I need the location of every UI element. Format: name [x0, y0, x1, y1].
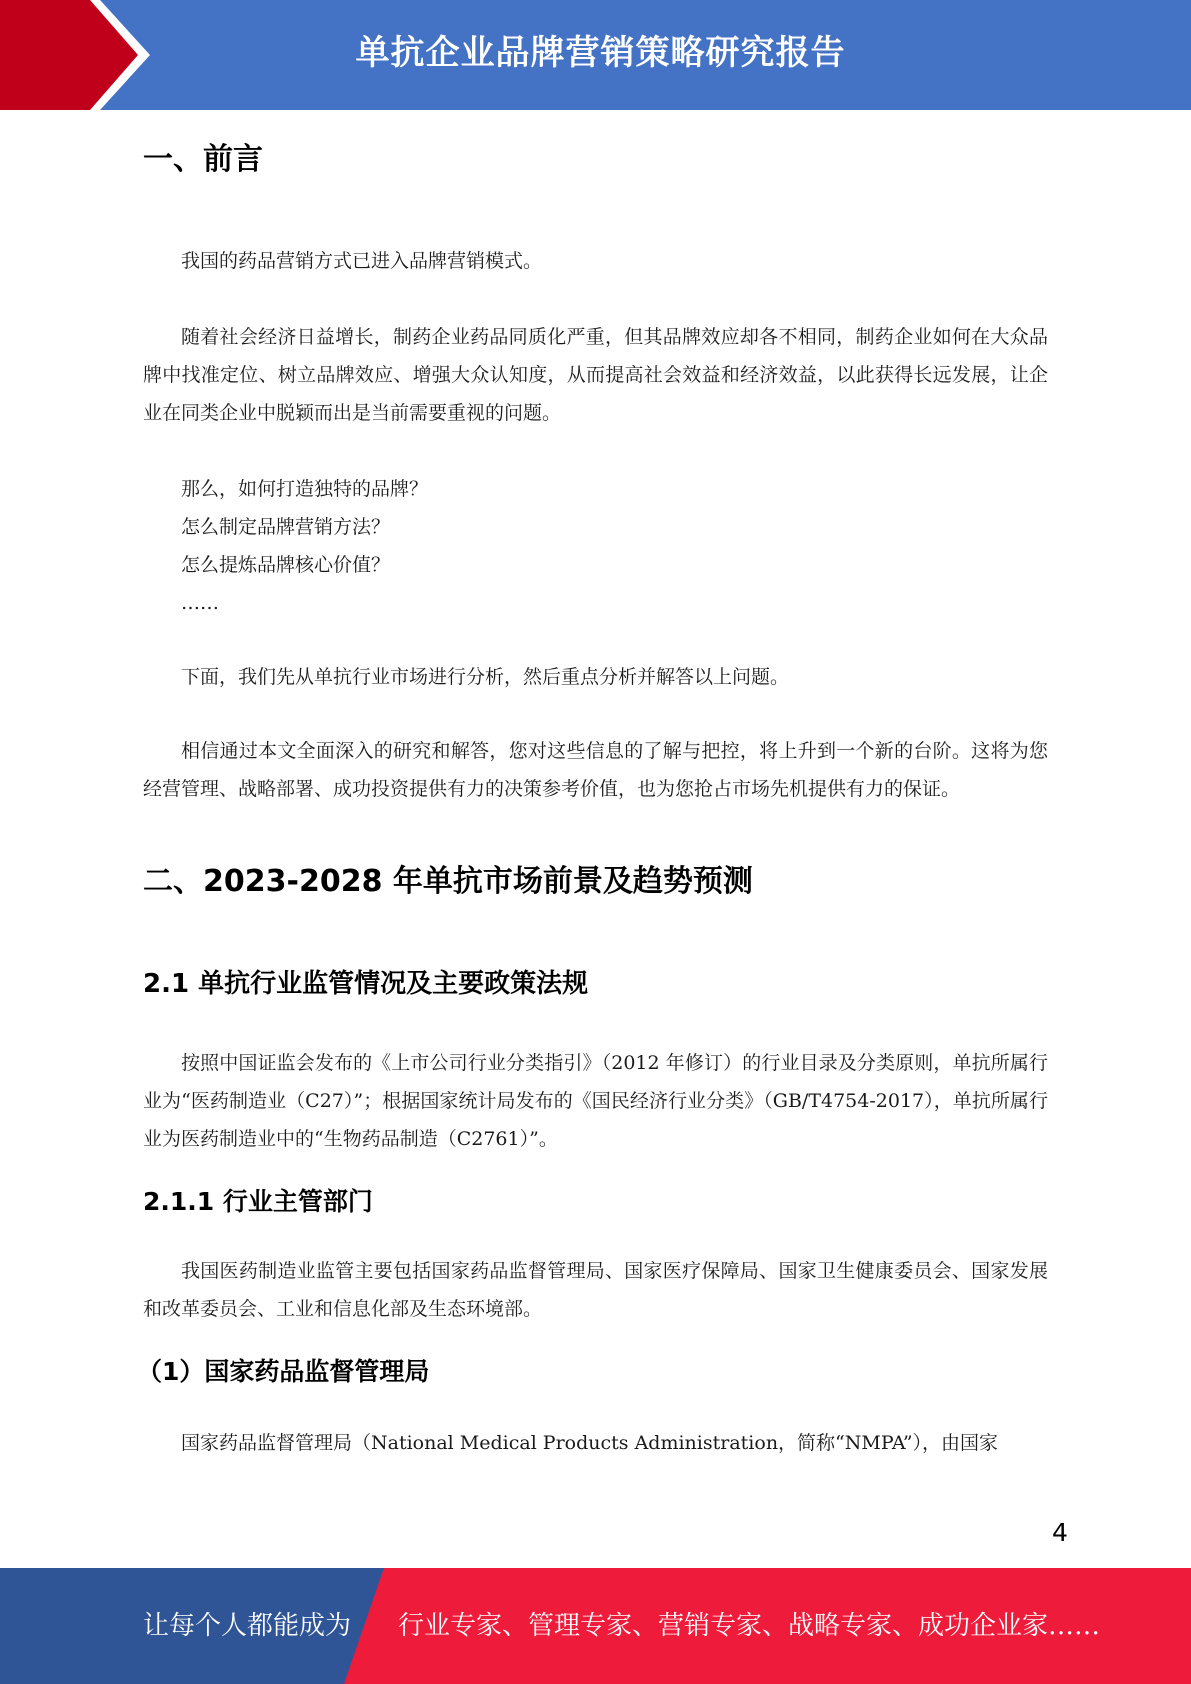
footer-banner — [0, 1568, 1191, 1684]
question-line: 那么，如何打造独特的品牌？ — [181, 478, 429, 500]
footer-slogan-left: 让每个人都能成为 — [143, 1611, 352, 1641]
item-heading-nmpa: （1）国家药品监督管理局 — [137, 1357, 430, 1386]
paragraph: 国家药品监督管理局（National Medical Products Administration，简称“NMPA”），由国家 — [181, 1432, 999, 1454]
document-body — [137, 130, 1048, 1462]
page-number: 4 — [1052, 1518, 1068, 1547]
header-banner — [0, 0, 1191, 110]
paragraph: 随着社会经济日益增长，制药企业药品同质化严重，但其品牌效应却各不相同，制药企业如何在大众品牌中找准定位、树立品牌效应、增强大众认知度，从而提高社会效益和经济效益，以此获得长远发展，让企业在同类企业中脱颖而出是当前需要重视的问题。 — [143, 326, 1048, 424]
section-heading-intro: 一、前言 — [143, 142, 263, 177]
footer-slogan-right: 行业专家、管理专家、营销专家、战略专家、成功企业家…… — [398, 1611, 1101, 1641]
ellipsis-line: …… — [181, 592, 219, 614]
question-line: 怎么提炼品牌核心价值？ — [181, 554, 391, 576]
question-line: 怎么制定品牌营销方法？ — [181, 516, 391, 538]
subsection-heading-regulation: 2.1 单抗行业监管情况及主要政策法规 — [143, 969, 589, 999]
paragraph: 下面，我们先从单抗行业市场进行分析，然后重点分析并解答以上问题。 — [181, 666, 790, 688]
section-heading-forecast: 二、2023-2028 年单抗市场前景及趋势预测 — [143, 864, 753, 899]
report-title: 单抗企业品牌营销策略研究报告 — [355, 33, 846, 73]
paragraph: 按照中国证监会发布的《上市公司行业分类指引》（2012 年修订）的行业目录及分类原则，单抗所属行业为“医药制造业（C27）”；根据国家统计局发布的《国民经济行业分类》（GB/T4754-2017），单抗所属行业为医药制造业中的“生物药品制造（C2761）”。 — [143, 1052, 1048, 1150]
subsection-heading-authorities: 2.1.1 行业主管部门 — [143, 1187, 373, 1216]
paragraph: 我国医药制造业监管主要包括国家药品监督管理局、国家医疗保障局、国家卫生健康委员会、国家发展和改革委员会、工业和信息化部及生态环境部。 — [143, 1260, 1048, 1320]
paragraph: 相信通过本文全面深入的研究和解答，您对这些信息的了解与把控，将上升到一个新的台阶。这将为您经营管理、战略部署、成功投资提供有力的决策参考价值，也为您抢占市场先机提供有力的保证。 — [143, 740, 1048, 800]
paragraph: 我国的药品营销方式已进入品牌营销模式。 — [181, 250, 543, 272]
